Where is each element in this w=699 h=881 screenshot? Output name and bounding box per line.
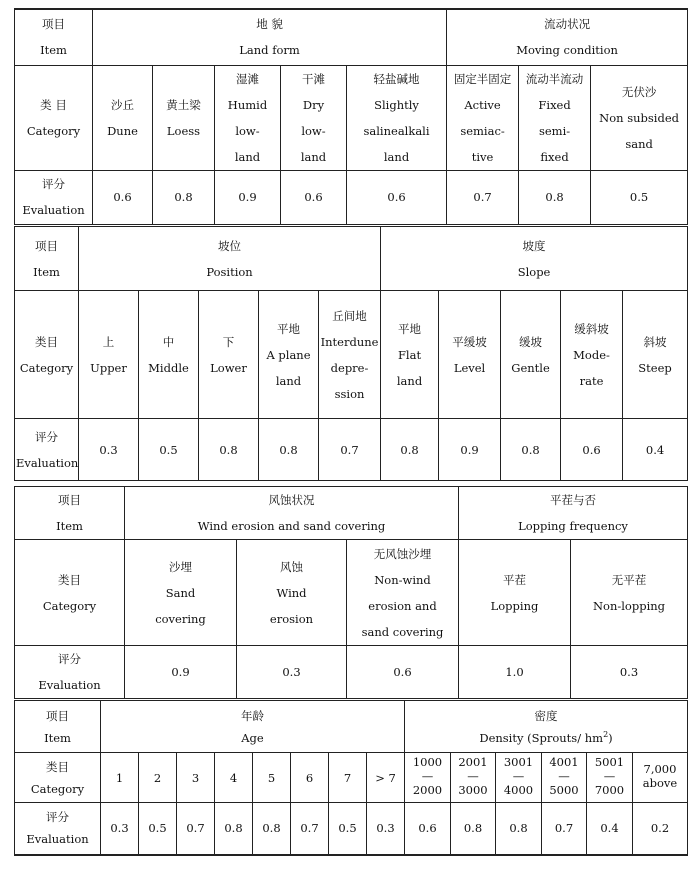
category-header: 类目 Category xyxy=(15,753,101,803)
evaluation-value: 0.9 xyxy=(215,170,281,224)
evaluation-value: 0.8 xyxy=(381,419,439,481)
age-cell: 2 xyxy=(139,753,177,803)
evaluation-value: 0.5 xyxy=(329,803,367,855)
category-cell: 无风蚀沙埋 Non-wind erosion and sand covering xyxy=(347,540,459,646)
evaluation-value: 0.7 xyxy=(447,170,519,224)
category-cell: 无伏沙 Non subsided sand xyxy=(591,65,688,170)
category-cell: 下 Lower xyxy=(199,291,259,419)
category-row xyxy=(15,753,688,803)
evaluation-value: 0.9 xyxy=(439,419,501,481)
evaluation-row xyxy=(15,646,688,699)
evaluation-value: 0.8 xyxy=(519,170,591,224)
category-cell: 缓坡 Gentle xyxy=(501,291,561,419)
evaluation-row xyxy=(15,803,688,855)
category-cell: 无平茬 Non-lopping xyxy=(571,540,688,646)
density-cell: 7,000 above xyxy=(633,753,688,803)
evaluation-value: 0.9 xyxy=(125,646,237,699)
evaluation-header: 评分 Evaluation xyxy=(15,419,79,481)
group-lopping: 平茬与否 Lopping frequency xyxy=(459,487,688,540)
evaluation-value: 0.6 xyxy=(561,419,623,481)
evaluation-value: 0.3 xyxy=(367,803,405,855)
category-header: 类目 Category xyxy=(15,540,125,646)
evaluation-value: 0.6 xyxy=(281,170,347,224)
category-cell: 轻盐碱地 Slightly salinealkali land xyxy=(347,65,447,170)
category-header: 类 目 Category xyxy=(15,65,93,170)
density-cell: 2001 — 3000 xyxy=(451,753,496,803)
evaluation-value: 0.6 xyxy=(347,646,459,699)
evaluation-value: 0.7 xyxy=(291,803,329,855)
category-cell: 中 Middle xyxy=(139,291,199,419)
table-wind-lopping xyxy=(14,486,688,699)
age-cell: 4 xyxy=(215,753,253,803)
evaluation-value: 0.7 xyxy=(319,419,381,481)
group-moving-condition: 流动状况 Moving condition xyxy=(447,9,688,65)
evaluation-value: 0.3 xyxy=(237,646,347,699)
group-position: 坡位 Position xyxy=(79,227,381,291)
table-position-slope xyxy=(14,226,688,481)
evaluation-value: 0.6 xyxy=(405,803,451,855)
category-cell: 湿滩 Humid low- land xyxy=(215,65,281,170)
evaluation-value: 0.8 xyxy=(501,419,561,481)
age-cell: 3 xyxy=(177,753,215,803)
item-header: 项目 Item xyxy=(15,701,101,753)
evaluation-header: 评分 Evaluation xyxy=(15,803,101,855)
evaluation-value: 0.6 xyxy=(347,170,447,224)
density-cell: 4001 — 5000 xyxy=(542,753,587,803)
header-row xyxy=(15,9,688,65)
age-cell: 6 xyxy=(291,753,329,803)
evaluation-value: 0.7 xyxy=(177,803,215,855)
group-slope: 坡度 Slope xyxy=(381,227,688,291)
evaluation-value: 0.8 xyxy=(496,803,542,855)
evaluation-value: 0.7 xyxy=(542,803,587,855)
evaluation-value: 0.8 xyxy=(215,803,253,855)
category-header: 类目 Category xyxy=(15,291,79,419)
category-row xyxy=(15,65,688,170)
category-cell: 黄土梁 Loess xyxy=(153,65,215,170)
category-cell: 平地 A plane land xyxy=(259,291,319,419)
header-row xyxy=(15,227,688,291)
table-age-density xyxy=(14,700,688,856)
density-cell: 1000 — 2000 xyxy=(405,753,451,803)
category-cell: 风蚀 Wind erosion xyxy=(237,540,347,646)
evaluation-value: 0.3 xyxy=(571,646,688,699)
category-cell: 上 Upper xyxy=(79,291,139,419)
evaluation-value: 0.5 xyxy=(139,803,177,855)
header-row xyxy=(15,701,688,753)
evaluation-value: 0.8 xyxy=(199,419,259,481)
group-density: 密度 Density (Sprouts/ $hm^2$) xyxy=(405,701,688,753)
evaluation-value: 0.4 xyxy=(623,419,688,481)
evaluation-value: 0.5 xyxy=(591,170,688,224)
table-landform-moving xyxy=(14,8,688,225)
item-header: 项目 Item xyxy=(15,227,79,291)
age-cell: 5 xyxy=(253,753,291,803)
category-cell: 斜坡 Steep xyxy=(623,291,688,419)
item-header: 项目 Item xyxy=(15,487,125,540)
group-wind-erosion: 风蚀状况 Wind erosion and sand covering xyxy=(125,487,459,540)
category-cell: 干滩 Dry low- land xyxy=(281,65,347,170)
evaluation-value: 1.0 xyxy=(459,646,571,699)
age-cell: > 7 xyxy=(367,753,405,803)
evaluation-header: 评分 Evaluation xyxy=(15,646,125,699)
category-cell: 固定半固定 Active semiac- tive xyxy=(447,65,519,170)
item-header: 项目 Item xyxy=(15,9,93,65)
category-cell: 平缓坡 Level xyxy=(439,291,501,419)
evaluation-row xyxy=(15,419,688,481)
category-row xyxy=(15,540,688,646)
evaluation-header: 评分 Evaluation xyxy=(15,170,93,224)
age-cell: 7 xyxy=(329,753,367,803)
category-cell: 平茬 Lopping xyxy=(459,540,571,646)
evaluation-value: 0.8 xyxy=(259,419,319,481)
category-cell: 沙埋 Sand covering xyxy=(125,540,237,646)
evaluation-row xyxy=(15,170,688,224)
header-row xyxy=(15,487,688,540)
category-cell: 平地 Flat land xyxy=(381,291,439,419)
density-cell: 5001 — 7000 xyxy=(587,753,633,803)
group-landform: 地 貌 Land form xyxy=(93,9,447,65)
evaluation-value: 0.4 xyxy=(587,803,633,855)
density-cell: 3001 — 4000 xyxy=(496,753,542,803)
evaluation-value: 0.8 xyxy=(451,803,496,855)
evaluation-value: 0.3 xyxy=(79,419,139,481)
evaluation-value: 0.8 xyxy=(153,170,215,224)
category-cell: 缓斜坡 Mode- rate xyxy=(561,291,623,419)
evaluation-value: 0.3 xyxy=(101,803,139,855)
group-age: 年龄 Age xyxy=(101,701,405,753)
evaluation-value: 0.8 xyxy=(253,803,291,855)
category-cell: 沙丘 Dune xyxy=(93,65,153,170)
evaluation-value: 0.2 xyxy=(633,803,688,855)
category-row xyxy=(15,291,688,419)
evaluation-value: 0.6 xyxy=(93,170,153,224)
category-cell: 丘间地 Interdune depre- ssion xyxy=(319,291,381,419)
evaluation-value: 0.5 xyxy=(139,419,199,481)
age-cell: 1 xyxy=(101,753,139,803)
category-cell: 流动半流动 Fixed semi- fixed xyxy=(519,65,591,170)
